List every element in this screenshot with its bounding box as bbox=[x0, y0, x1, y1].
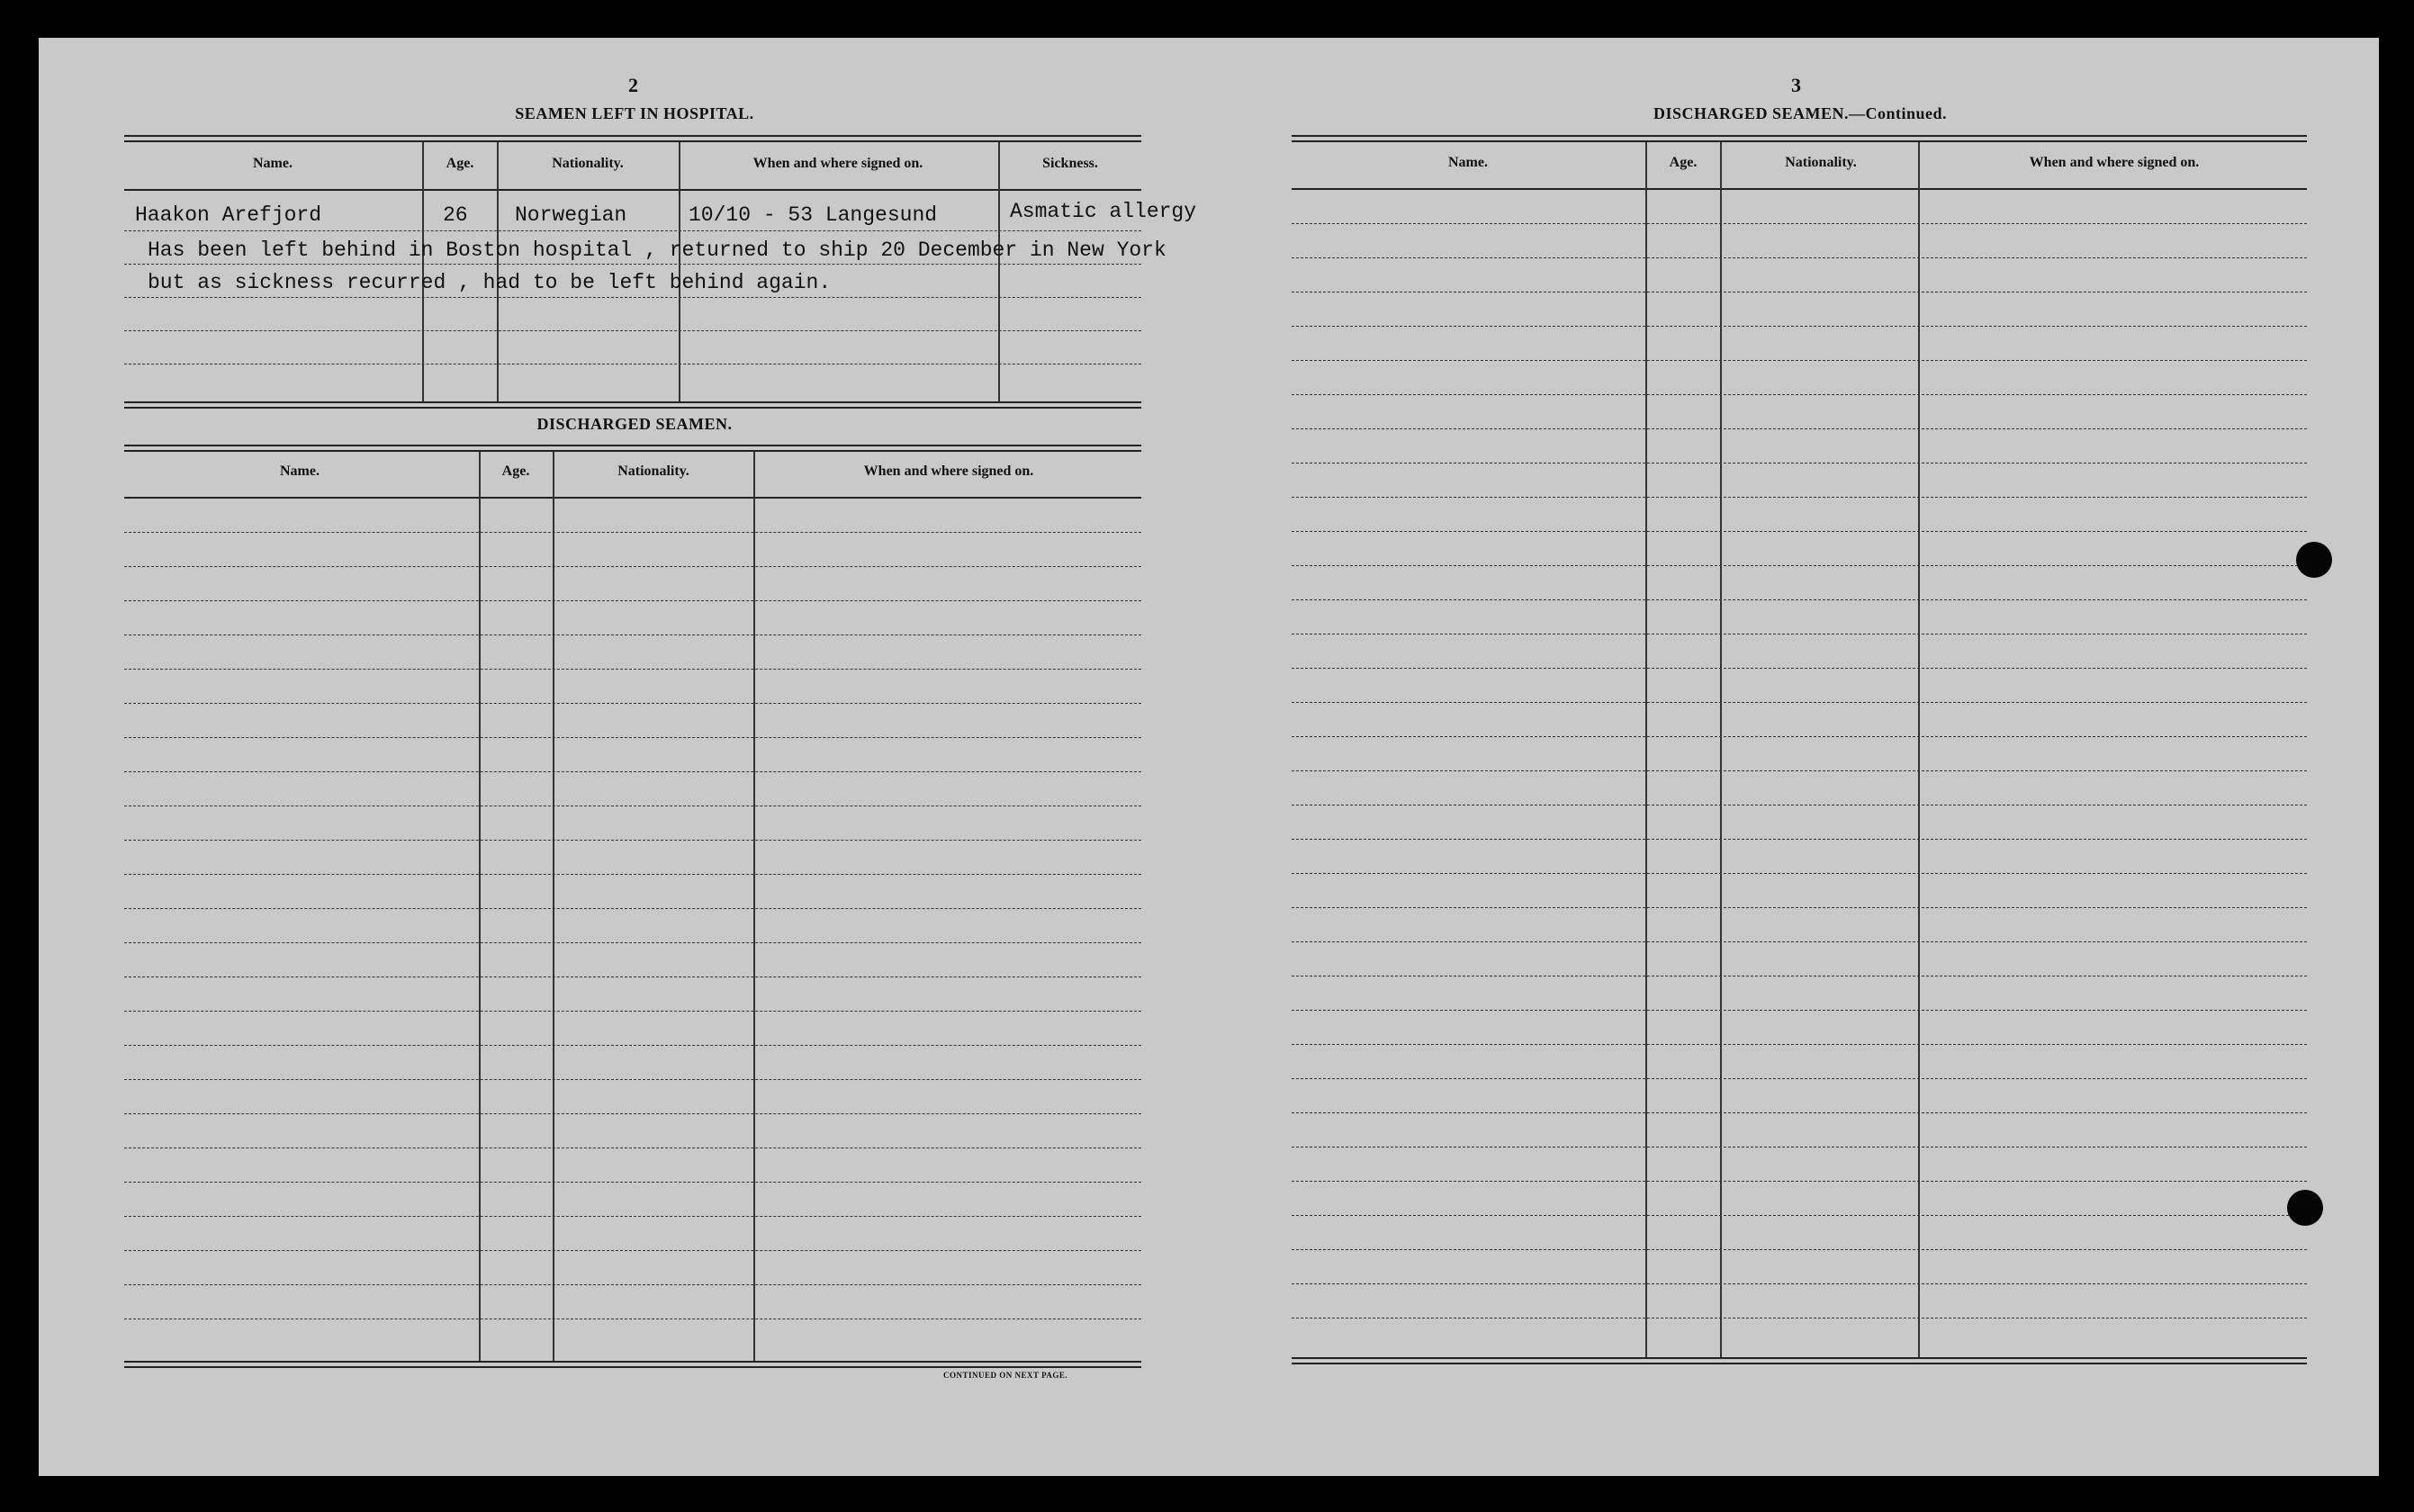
discharged-row-line bbox=[124, 1182, 1141, 1183]
right-row-line bbox=[1292, 565, 2307, 566]
hospital-entry-signed-on: 10/10 - 53 Langesund bbox=[689, 203, 938, 227]
right-row-line bbox=[1292, 1010, 2307, 1011]
discharged-row-line bbox=[124, 737, 1141, 738]
discharged-row-line bbox=[124, 566, 1141, 567]
discharged-col-nationality: Nationality. bbox=[617, 464, 689, 479]
right-row-line bbox=[1292, 668, 2307, 669]
right-row-line bbox=[1292, 326, 2307, 327]
right-row-line bbox=[1292, 497, 2307, 498]
discharged-row-line bbox=[124, 1318, 1141, 1319]
discharged-col-signed-on: When and where signed on. bbox=[863, 464, 1034, 479]
right-row-line bbox=[1292, 257, 2307, 258]
discharged-row-line bbox=[124, 942, 1141, 943]
hospital-entry-name: Haakon Arefjord bbox=[135, 203, 322, 227]
discharged-vline-3 bbox=[753, 452, 755, 1361]
continued-footer: CONTINUED ON NEXT PAGE. bbox=[943, 1371, 1068, 1380]
right-col-name: Name. bbox=[1448, 155, 1488, 170]
hospital-table-top-rule-2 bbox=[124, 140, 1141, 142]
right-table-top-rule bbox=[1292, 135, 2307, 137]
hospital-col-sickness: Sickness. bbox=[1042, 156, 1098, 171]
right-row-line bbox=[1292, 907, 2307, 908]
discharged-vline-2 bbox=[553, 452, 554, 1361]
right-vline-3 bbox=[1918, 142, 1920, 1357]
hospital-col-signed-on: When and where signed on. bbox=[752, 156, 923, 171]
right-row-line bbox=[1292, 1283, 2307, 1284]
hospital-col-age: Age. bbox=[446, 156, 474, 171]
discharged-table-top-rule-2 bbox=[124, 450, 1141, 452]
hospital-table-bottom-rule-2 bbox=[124, 407, 1141, 409]
discharged-row-line bbox=[124, 908, 1141, 909]
right-row-line bbox=[1292, 394, 2307, 395]
discharged-row-line bbox=[124, 1011, 1141, 1012]
right-row-line bbox=[1292, 839, 2307, 840]
right-row-line bbox=[1292, 1181, 2307, 1182]
hospital-table-bottom-rule bbox=[124, 401, 1141, 403]
punch-hole-lower bbox=[2287, 1190, 2323, 1226]
right-header-rule bbox=[1292, 188, 2307, 190]
right-row-line bbox=[1292, 1044, 2307, 1045]
right-row-line bbox=[1292, 223, 2307, 224]
right-row-line bbox=[1292, 1147, 2307, 1148]
hospital-section-title: SEAMEN LEFT IN HOSPITAL. bbox=[515, 104, 754, 122]
right-row-line bbox=[1292, 428, 2307, 429]
discharged-row-line bbox=[124, 1113, 1141, 1114]
right-table-bottom-rule-2 bbox=[1292, 1363, 2307, 1364]
discharged-header-rule bbox=[124, 497, 1141, 499]
discharged-row-line bbox=[124, 1216, 1141, 1217]
right-vline-2 bbox=[1720, 142, 1722, 1357]
right-row-line bbox=[1292, 1215, 2307, 1216]
discharged-vline-1 bbox=[479, 452, 481, 1361]
right-section-title: DISCHARGED SEAMEN.—Continued. bbox=[1653, 104, 1948, 122]
hospital-entry-age: 26 bbox=[443, 203, 468, 227]
right-table-top-rule-2 bbox=[1292, 140, 2307, 142]
discharged-row-line bbox=[124, 874, 1141, 875]
right-row-line bbox=[1292, 599, 2307, 600]
right-col-age: Age. bbox=[1669, 155, 1698, 170]
hospital-entry-remark-2: but as sickness recurred , had to be left behind again. bbox=[148, 271, 832, 294]
hospital-entry-nationality: Norwegian bbox=[515, 203, 627, 227]
discharged-section-title: DISCHARGED SEAMEN. bbox=[536, 415, 733, 433]
discharged-row-line bbox=[124, 976, 1141, 977]
right-row-line bbox=[1292, 1112, 2307, 1113]
discharged-table-top-rule bbox=[124, 445, 1141, 446]
right-row-line bbox=[1292, 360, 2307, 361]
discharged-table-bottom-rule bbox=[124, 1361, 1141, 1363]
right-row-line bbox=[1292, 463, 2307, 464]
discharged-table-bottom-rule-2 bbox=[124, 1366, 1141, 1368]
right-col-signed-on: When and where signed on. bbox=[2029, 155, 2200, 170]
right-row-line bbox=[1292, 805, 2307, 806]
right-vline-1 bbox=[1645, 142, 1647, 1357]
hospital-entry-remark-1: Has been left behind in Boston hospital , returned to ship 20 December in New York bbox=[148, 238, 1166, 262]
right-row-line bbox=[1292, 736, 2307, 737]
discharged-col-name: Name. bbox=[280, 464, 320, 479]
discharged-row-line bbox=[124, 1250, 1141, 1251]
discharged-row-line bbox=[124, 840, 1141, 841]
discharged-row-line bbox=[124, 771, 1141, 772]
discharged-row-line bbox=[124, 532, 1141, 533]
hospital-col-nationality: Nationality. bbox=[552, 156, 624, 171]
discharged-row-line bbox=[124, 1045, 1141, 1046]
right-row-line bbox=[1292, 770, 2307, 771]
hospital-row-line bbox=[124, 330, 1141, 331]
right-row-line bbox=[1292, 1249, 2307, 1250]
right-col-nationality: Nationality. bbox=[1785, 155, 1857, 170]
discharged-row-line bbox=[124, 669, 1141, 670]
hospital-col-name: Name. bbox=[253, 156, 293, 171]
hospital-header-rule bbox=[124, 189, 1141, 191]
left-page-number: 2 bbox=[628, 74, 638, 96]
discharged-row-line bbox=[124, 1079, 1141, 1080]
right-page-number: 3 bbox=[1791, 74, 1801, 96]
hospital-row-line bbox=[124, 230, 1141, 231]
right-table-bottom-rule bbox=[1292, 1357, 2307, 1359]
hospital-table-top-rule bbox=[124, 135, 1141, 137]
right-row-line bbox=[1292, 531, 2307, 532]
discharged-col-age: Age. bbox=[501, 464, 530, 479]
hospital-entry-sickness: Asmatic allergy bbox=[1010, 200, 1197, 223]
hospital-row-line bbox=[124, 264, 1141, 265]
hospital-row-line bbox=[124, 297, 1141, 298]
discharged-row-line bbox=[124, 703, 1141, 704]
discharged-row-line bbox=[124, 600, 1141, 601]
right-row-line bbox=[1292, 873, 2307, 874]
right-row-line bbox=[1292, 702, 2307, 703]
right-row-line bbox=[1292, 1078, 2307, 1079]
discharged-row-line bbox=[124, 1284, 1141, 1285]
right-row-line bbox=[1292, 941, 2307, 942]
punch-hole-upper bbox=[2296, 542, 2332, 578]
discharged-row-line bbox=[124, 634, 1141, 635]
